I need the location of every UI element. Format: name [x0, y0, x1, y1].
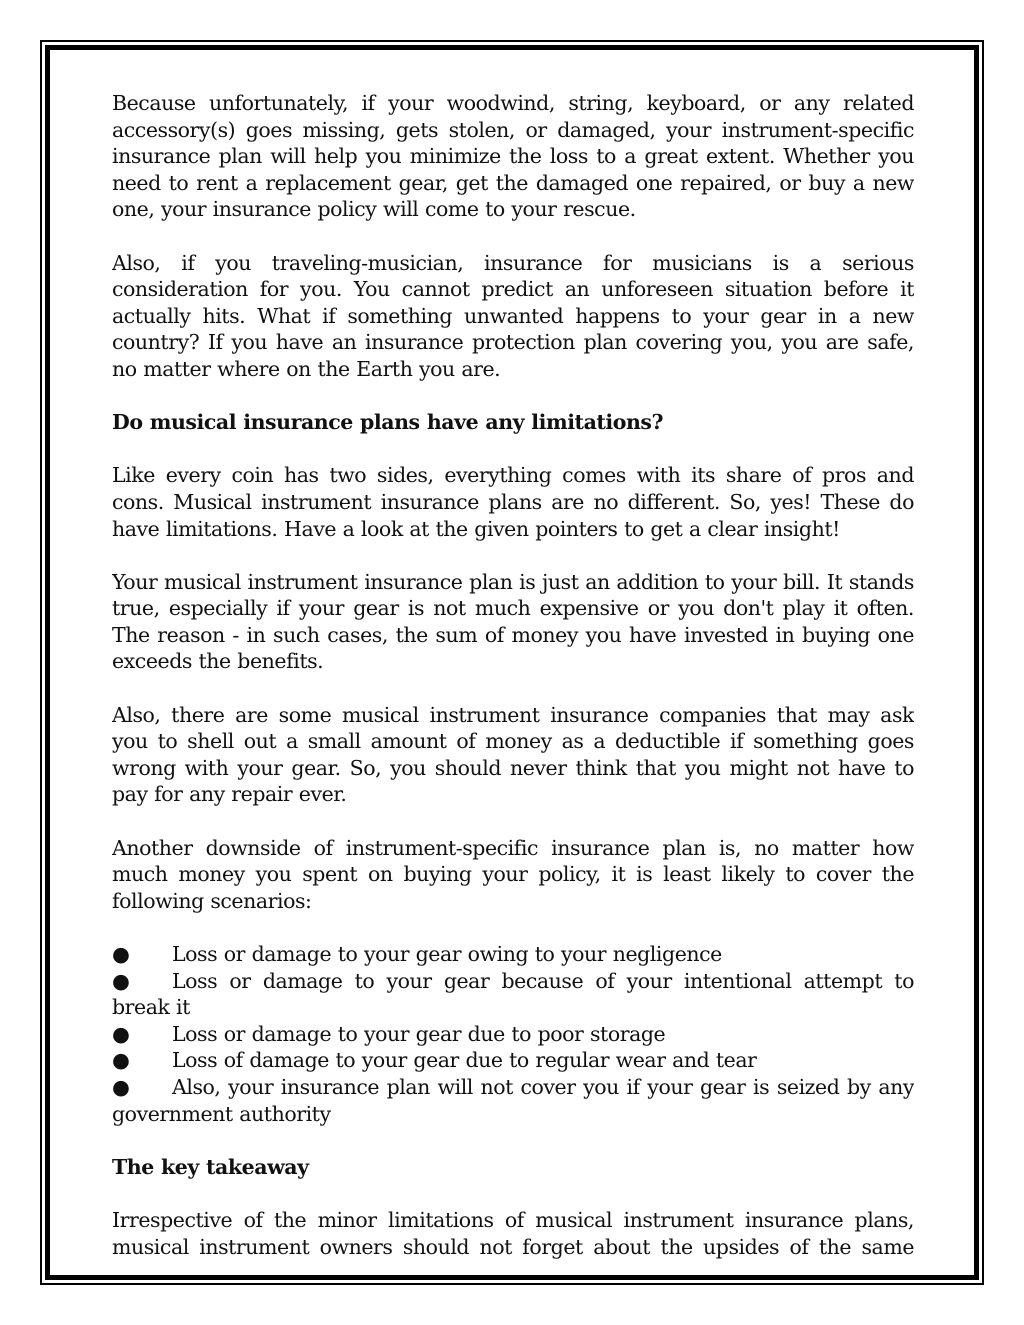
paragraph-downside: Another downside of instrument-specific insurance plan is, no matter how much money you spent on buying your policy, it is least likely to cover the following scenarios:: [112, 835, 914, 913]
list-item: [112, 1047, 914, 1074]
paragraph-pros-cons: Like every coin has two sides, everything comes with its share of pros and cons. Musical instrument insurance plans are no different. So, yes! These do have limitations. Have a look at the given pointers to get a clear insight!: [112, 463, 914, 541]
list-item-text: Loss or damage to your gear owing to your negligence: [172, 942, 722, 966]
bullet-icon: ●: [112, 942, 130, 966]
document-body: [112, 90, 914, 1268]
bullet-icon: ●: [112, 1074, 130, 1099]
list-item: [112, 941, 914, 968]
list-item: [112, 968, 914, 1021]
list-item: [112, 1021, 914, 1048]
bullet-icon: ●: [112, 968, 130, 993]
list-item-text: Also, your insurance plan will not cover you if your gear is seized by any government authority: [112, 1074, 914, 1126]
list-item-text: Loss of damage to your gear due to regular wear and tear: [172, 1048, 757, 1073]
exclusions-list: [112, 941, 914, 1127]
paragraph-deductible: Also, there are some musical instrument insurance companies that may ask you to shell out a small amount of money as a deductible if something goes wrong with your gear. So, you should never think that you might not have to pay for any repair ever.: [112, 702, 914, 807]
paragraph-takeaway: Irrespective of the minor limitations of musical instrument insurance plans, musical instrument owners should not forget about the upsides of the same: [112, 1207, 914, 1259]
list-item-text: Loss or damage to your gear because of your intentional attempt to break it: [112, 968, 914, 1020]
list-item: [112, 1074, 914, 1127]
list-item-text: Loss or damage to your gear due to poor storage: [172, 1021, 666, 1046]
heading-limitations: Do musical insurance plans have any limitations?: [112, 410, 664, 435]
paragraph-intro: Because unfortunately, if your woodwind, string, keyboard, or any related accessory(s) goes missing, gets stolen, or damaged, your instrument-specific insurance plan will help you minimize the loss to a great extent. Whether you need to rent a replacement gear, get the damaged one repaired, or buy a new one, your insurance policy will come to your rescue.: [112, 91, 914, 222]
paragraph-traveling-musician: Also, if you traveling-musician, insurance for musicians is a serious consideration for you. You cannot predict an unforeseen situation before it actually hits. What if something unwanted happens to your gear in a new country? If you have an insurance protection plan covering you, you are safe, no matter where on the Earth you are.: [112, 250, 914, 381]
bullet-icon: ●: [112, 1021, 130, 1046]
heading-takeaway: The key takeaway: [112, 1154, 309, 1179]
paragraph-addition-to-bill: Your musical instrument insurance plan is just an addition to your bill. It stands true, especially if your gear is not much expensive or you don't play it often. The reason - in such cases, the sum of money you have invested in buying one exceeds the benefits.: [112, 569, 914, 674]
bullet-icon: ●: [112, 1048, 130, 1073]
